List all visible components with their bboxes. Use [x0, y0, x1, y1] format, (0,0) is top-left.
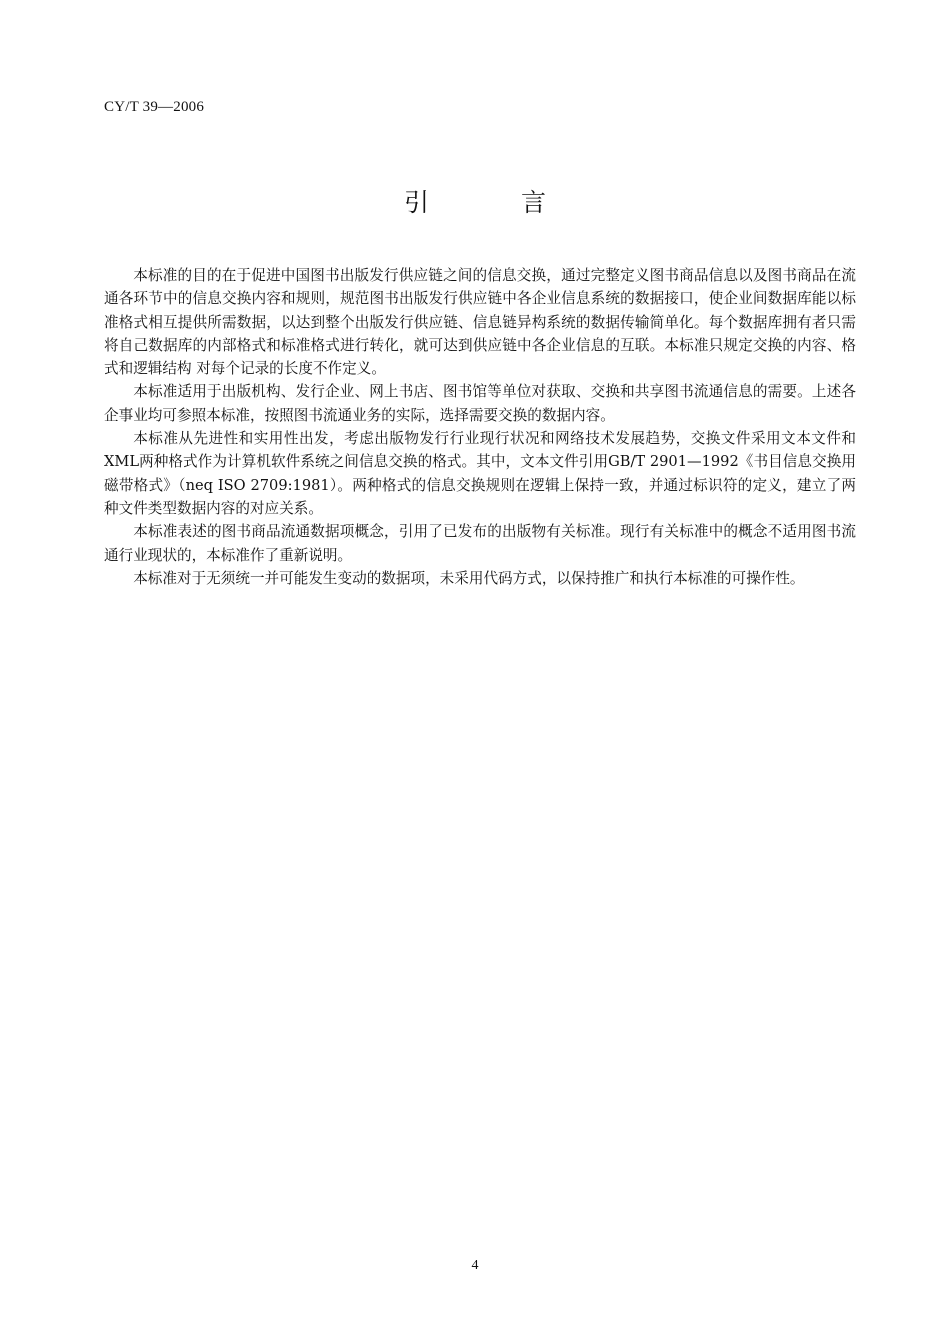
paragraph-concepts: 本标准表述的图书商品流通数据项概念，引用了已发布的出版物有关标准。现行有关标准中的概念不适用图书流通行业现状的，本标准作了重新说明。	[104, 523, 856, 564]
page-number: 4	[471, 1258, 479, 1273]
paragraph-scope: 本标准适用于出版机构、发行企业、网上书店、图书馆等单位对获取、交换和共享图书流通信息的需要。上述各企事业均可参照本标准，按照图书流通业务的实际，选择需要交换的数据内容。	[104, 383, 856, 424]
standard-code: CY/T 39—2006	[104, 99, 205, 115]
body-text	[104, 264, 856, 590]
paragraph-formats: 本标准从先进性和实用性出发，考虑出版物发行行业现行状况和网络技术发展趋势，交换文件采用文本文件和XML两种格式作为计算机软件系统之间信息交换的格式。其中，文本文件引用GB/T 2901—1992《书目信息交换用磁带格式》（neq ISO 2709:1981）。两种格式的信息交换规则在逻辑上保持一致，并通过标识符的定义，建立了两种文件类型数据内容的对应关系。	[104, 430, 856, 517]
paragraph-operability: 本标准对于无须统一并可能发生变动的数据项，未采用代码方式，以保持推广和执行本标准的可操作性。	[133, 569, 805, 587]
paragraph-purpose: 本标准的目的在于促进中国图书出版发行供应链之间的信息交换，通过完整定义图书商品信息以及图书商品在流通各环节中的信息交换内容和规则，规范图书出版发行供应链中各企业信息系统的数据接口，使企业间数据库能以标准格式相互提供所需数据，以达到整个出版发行供应链、信息链异构系统的数据传输简单化。每个数据库拥有者只需将自己数据库的内部格式和标准格式进行转化，就可达到供应链中各企业信息的互联。本标准只规定交换的内容、格式和逻辑结构 对每个记录的长度不作定义。	[104, 267, 856, 378]
page-title: 引 言	[404, 188, 588, 217]
